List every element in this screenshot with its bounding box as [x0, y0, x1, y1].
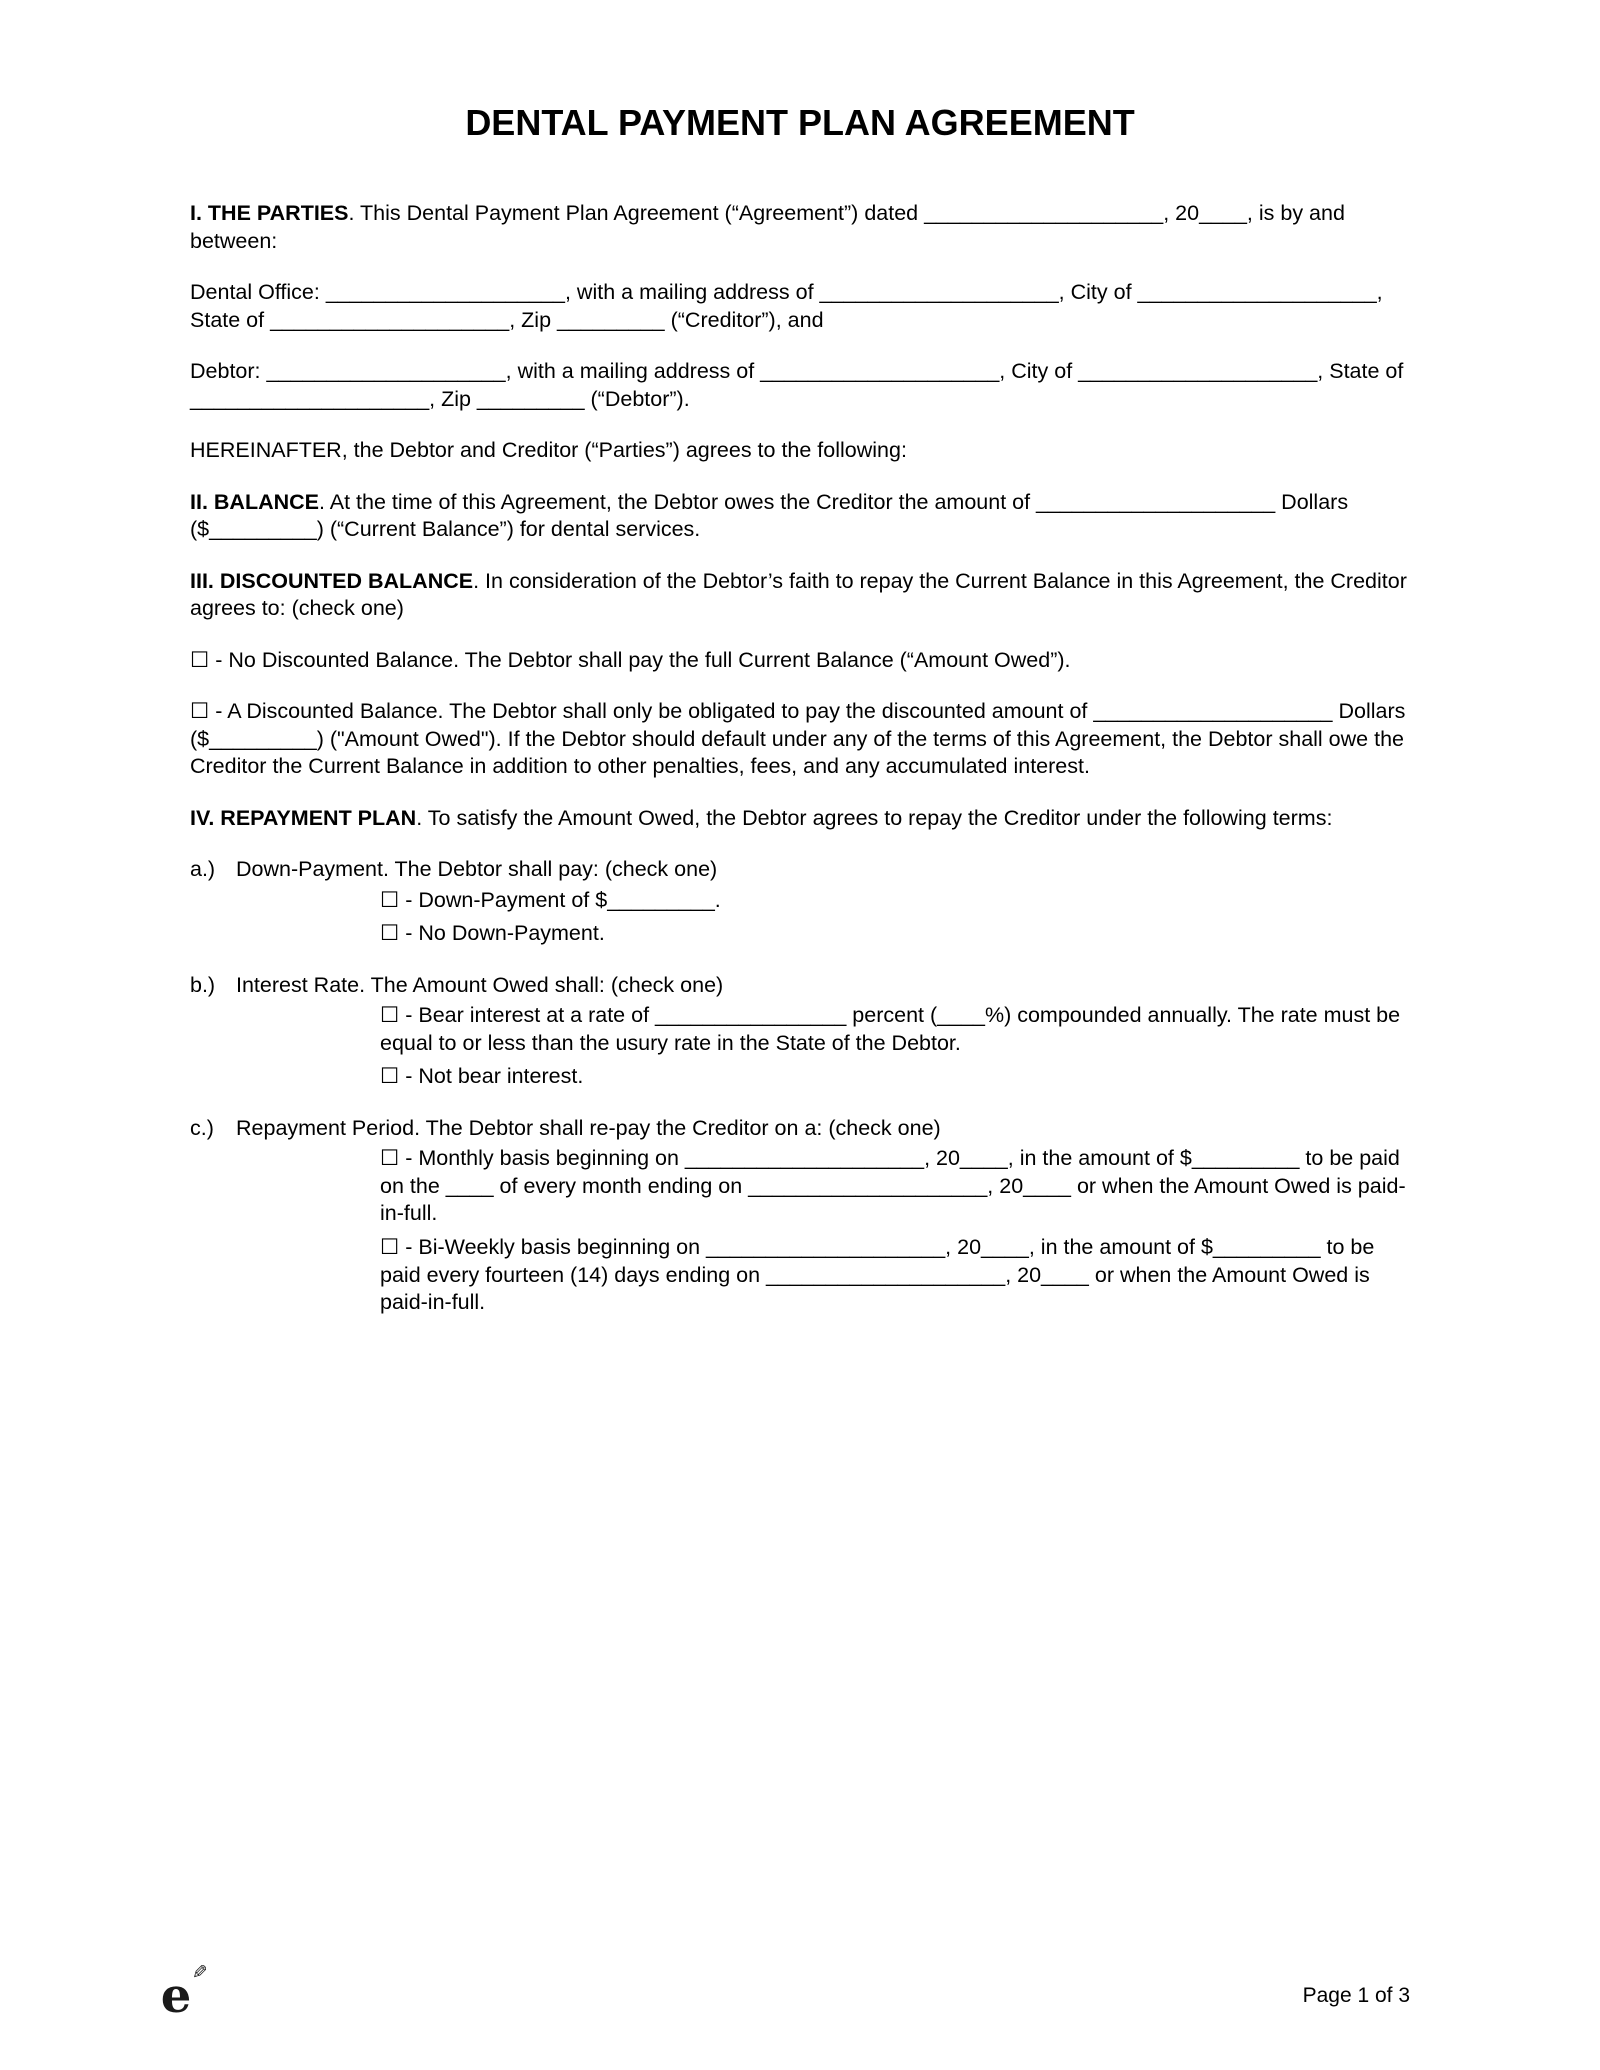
paragraph-dental-office: Dental Office: ____________________, with a mailing address of ____________________, City of ____________________, State of ____________________, Zip _________ (“Creditor”), and [190, 280, 1383, 332]
page-footer [150, 1963, 1410, 2024]
list-item-interest-rate [190, 972, 1410, 1091]
checkbox-icon[interactable]: ☐ [380, 921, 400, 947]
page-title: DENTAL PAYMENT PLAN AGREEMENT [465, 102, 1135, 143]
section-parties-text: . This Dental Payment Plan Agreement (“Agreement”) dated ____________________, 20____, is by and between: [190, 201, 1345, 253]
option-not-bear-interest [380, 1063, 1410, 1091]
option-bear-interest-text: - Bear interest at a rate of ________________ percent (____%) compounded annually. The rate must be equal to or less than the usury rate in the State of the Debtor. [380, 1003, 1401, 1055]
option-no-down-payment [380, 920, 1410, 948]
pen-icon: ✎ [187, 1963, 209, 1980]
option-not-bear-interest-text: - Not bear interest. [399, 1064, 584, 1089]
section-heading-parties: I. THE PARTIES [190, 201, 349, 226]
page-number: Page 1 of 3 [1302, 1983, 1410, 2007]
option-biweekly-basis [380, 1234, 1410, 1317]
item-b-label: b.) [190, 972, 216, 997]
item-a-heading [190, 856, 1410, 884]
option-bear-interest [380, 1002, 1410, 1057]
paragraph-debtor: Debtor: ____________________, with a mailing address of ____________________, City of ____________________, State of ____________________, Zip _________ (“Debtor”). [190, 359, 1404, 411]
section-parties [190, 200, 1410, 255]
item-b-text: Interest Rate. The Amount Owed shall: (check one) [236, 972, 724, 997]
option-discounted-balance [190, 698, 1410, 781]
section-discounted-balance-text: . In consideration of the Debtor’s faith to repay the Current Balance in this Agreement, the Creditor agrees to: (check one) [190, 568, 1407, 621]
section-heading-discounted-balance: III. DISCOUNTED BALANCE [190, 568, 474, 593]
option-discounted-balance-text: - A Discounted Balance. The Debtor shall only be obligated to pay the discounted amount of ____________________ Dollars ($_________) ("Amount Owed"). If the Debtor should default under any of the terms of this Agreement, the Debtor shall owe the Creditor the Current Balance in addition to other penalties, fees, and any accumulated interest. [190, 699, 1406, 779]
checkbox-icon[interactable]: ☐ [380, 1146, 400, 1172]
item-a-label: a.) [190, 857, 216, 882]
eforms-logo-letter: e [160, 1968, 192, 2024]
checkbox-icon[interactable]: ☐ [380, 1064, 400, 1090]
section-balance [190, 489, 1410, 544]
item-c-text: Repayment Period. The Debtor shall re-pay the Creditor on a: (check one) [236, 1115, 941, 1140]
section-discounted-balance [190, 568, 1410, 623]
checkbox-icon[interactable]: ☐ [380, 887, 400, 913]
checkbox-icon[interactable]: ☐ [190, 699, 210, 725]
section-repayment-plan-text: . To satisfy the Amount Owed, the Debtor agrees to repay the Creditor under the following terms: [416, 805, 1333, 830]
option-monthly-basis [380, 1145, 1410, 1228]
option-no-down-payment-text: - No Down-Payment. [399, 921, 605, 946]
option-monthly-basis-text: - Monthly basis beginning on ____________________, 20____, in the amount of $_________ to be paid on the ____ of every month ending on ____________________, 20____ or when the Amount Owed is paid-in-full. [380, 1146, 1406, 1226]
option-down-payment-text: - Down-Payment of $_________. [399, 887, 721, 912]
section-balance-text: . At the time of this Agreement, the Debtor owes the Creditor the amount of ____________________ Dollars ($_________) (“Current Balance”) for dental services. [190, 489, 1349, 542]
item-a-text: Down-Payment. The Debtor shall pay: (check one) [236, 857, 718, 882]
item-c-heading [190, 1115, 1410, 1143]
checkbox-icon[interactable]: ☐ [190, 647, 210, 673]
checkbox-icon[interactable]: ☐ [380, 1003, 400, 1029]
list-item-down-payment [190, 856, 1410, 948]
item-b-heading [190, 972, 1410, 1000]
option-no-discounted-balance-text: - No Discounted Balance. The Debtor shall pay the full Current Balance (“Amount Owed”). [209, 647, 1071, 672]
paragraph-hereinafter: HEREINAFTER, the Debtor and Creditor (“Parties”) agrees to the following: [190, 438, 907, 463]
checkbox-icon[interactable]: ☐ [380, 1235, 400, 1260]
section-heading-repayment-plan: IV. REPAYMENT PLAN [190, 805, 417, 830]
item-c-label: c.) [190, 1115, 214, 1140]
option-down-payment [380, 887, 1410, 915]
option-no-discounted-balance [190, 647, 1410, 675]
list-item-repayment-period [190, 1115, 1410, 1317]
section-heading-balance: II. BALANCE [190, 489, 319, 514]
option-biweekly-basis-text: - Bi-Weekly basis beginning on ____________________, 20____, in the amount of $_________ to be paid every fourteen (14) days ending on ____________________, 20____ or when the Amount Owed is paid-in-full. [380, 1235, 1375, 1315]
section-repayment-plan [190, 805, 1410, 833]
eforms-logo [150, 1963, 209, 2024]
